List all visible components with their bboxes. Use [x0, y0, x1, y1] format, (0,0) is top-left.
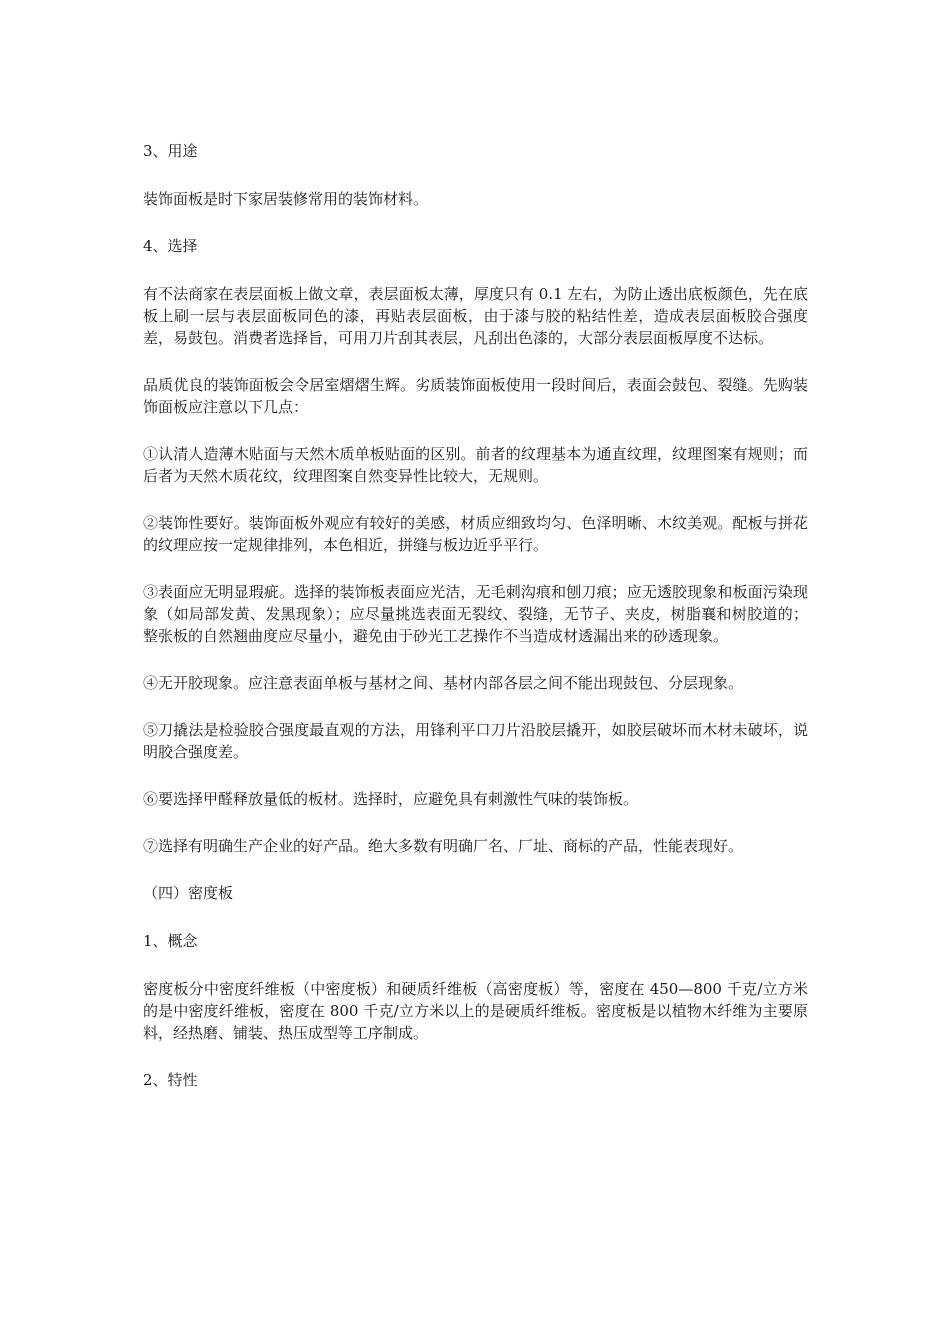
list-item-5: ⑤刀撬法是检验胶合强度最直观的方法，用锋利平口刀片沿胶层撬开，如胶层破坏而木材未破坏，说明胶合强度差。 [143, 721, 808, 761]
section-heading-selection: 4、选择 [143, 237, 198, 255]
document-body [143, 140, 808, 1117]
list-item-6: ⑥要选择甲醛释放量低的板材。选择时，应避免具有刺激性气味的装饰板。 [143, 790, 639, 808]
paragraph-usage: 装饰面板是时下家居装修常用的装饰材料。 [143, 190, 429, 208]
list-item-7: ⑦选择有明确生产企业的好产品。绝大多数有明确厂名、厂址、商标的产品，性能表现好。 [143, 837, 744, 855]
list-item-2: ②装饰性要好。装饰面板外观应有较好的美感，材质应细致均匀、色泽明晰、木纹美观。配板与拼花的纹理应按一定规律排列，本色相近，拼缝与板边近乎平行。 [143, 514, 808, 554]
list-item-1: ①认清人造薄木贴面与天然木质单板贴面的区别。前者的纹理基本为通直纹理，纹理图案有规则；而后者为天然木质花纹，纹理图案自然变异性比较大，无规则。 [143, 445, 808, 485]
paragraph-fraud-warning: 有不法商家在表层面板上做文章，表层面板太薄，厚度只有 0.1 左右，为防止透出底板颜色，先在底板上刷一层与表层面板同色的漆，再贴表层面板，由于漆与胶的粘结性差，造成表层面板胶合强度差，易鼓包。消费者选择旨，可用刀片刮其表层，凡刮出色漆的，大部分表层面板厚度不达标。 [143, 285, 808, 347]
paragraph-mdf-concept: 密度板分中密度纤维板（中密度板）和硬质纤维板（高密度板）等，密度在 450—800 千克/立方米的是中密度纤维板，密度在 800 千克/立方米以上的是硬质纤维板。密度板是以植物木纤维为主要原料，经热磨、铺装、热压成型等工序制成。 [143, 980, 808, 1042]
section-heading-mdf: （四）密度板 [143, 884, 234, 902]
list-item-4: ④无开胶现象。应注意表面单板与基材之间、基材内部各层之间不能出现鼓包、分层现象。 [143, 674, 744, 692]
section-heading-properties: 2、特性 [143, 1071, 198, 1089]
section-heading-usage: 3、用途 [143, 142, 198, 160]
list-item-3: ③表面应无明显瑕疵。选择的装饰板表面应光洁，无毛刺沟痕和刨刀痕；应无透胶现象和板面污染现象（如局部发黄、发黑现象）；应尽量挑选表面无裂纹、裂缝，无节子、夹皮，树脂襄和树胶道的；整张板的自然翘曲度应尽量小，避免由于砂光工艺操作不当造成材透漏出来的砂透现象。 [143, 583, 808, 645]
paragraph-quality-intro: 品质优良的装饰面板会令居室熠熠生辉。劣质装饰面板使用一段时间后，表面会鼓包、裂缝。先购装饰面板应注意以下几点： [143, 376, 808, 416]
section-heading-concept: 1、概念 [143, 932, 198, 950]
